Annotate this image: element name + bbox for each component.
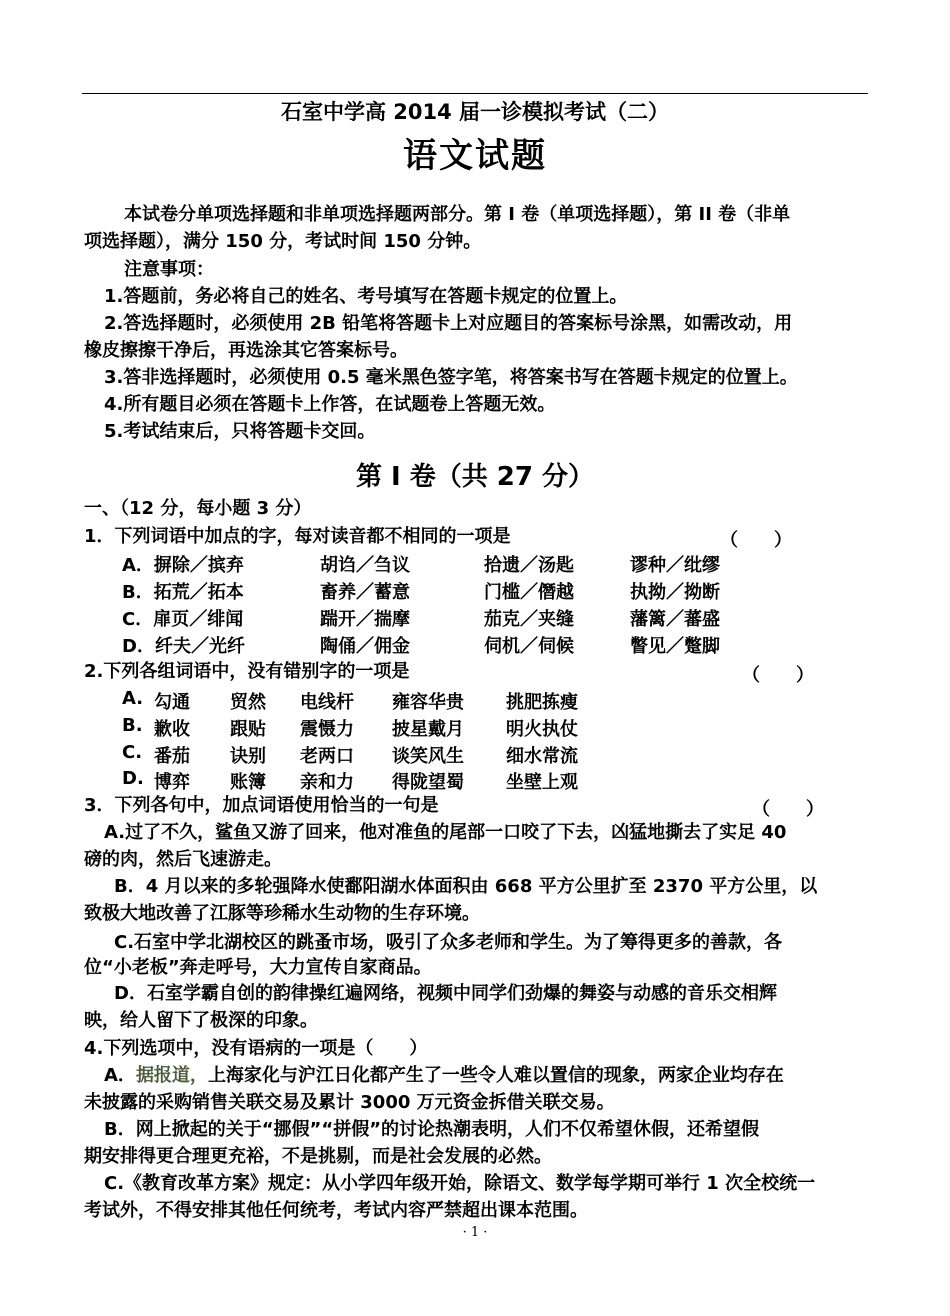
page-number: · 1 · bbox=[462, 1225, 488, 1240]
q4-option-b-1: B．网上掀起的关于“挪假”“拼假”的讨论热潮表明，人们不仅希望休假，还希望假 bbox=[104, 1119, 760, 1140]
q2-d-3: 亲和力 bbox=[300, 772, 354, 793]
q1-d-2: 陶俑／佣金 bbox=[320, 636, 410, 657]
q1-d-3: 伺机／伺候 bbox=[484, 636, 574, 657]
q3-option-b-2: 致极大地改善了江豚等珍稀水生动物的生存环境。 bbox=[84, 903, 480, 924]
q1-b-1: B．拓荒／拓本 bbox=[122, 582, 244, 603]
q2-a-5: 挑肥拣瘦 bbox=[506, 692, 578, 713]
q4-a-prefix: A． bbox=[104, 1065, 136, 1086]
q1-a-4: 谬种／纰缪 bbox=[630, 555, 720, 576]
q2-c-2: 诀别 bbox=[230, 746, 266, 767]
q1-c-2: 踹开／揣摩 bbox=[320, 609, 410, 630]
q2-c-3: 老两口 bbox=[300, 746, 354, 767]
q1-answer-paren: （ ） bbox=[720, 530, 792, 551]
q2-a-4: 雍容华贵 bbox=[392, 692, 464, 713]
q1-a-3: 拾遗／汤匙 bbox=[484, 555, 574, 576]
q1-option-a bbox=[122, 551, 822, 576]
notice-5: 5.考试结束后，只将答题卡交回。 bbox=[104, 421, 376, 442]
q2-a-3: 电线杆 bbox=[300, 692, 354, 713]
intro-line-1: 本试卷分单项选择题和非单项选择题两部分。第 I 卷（单项选择题），第 II 卷（非单 bbox=[124, 204, 791, 225]
q1-option-c bbox=[122, 605, 822, 630]
part-1-heading: 一、（12 分，每小题 3 分） bbox=[84, 498, 312, 519]
q4-stem: 4.下列选项中，没有语病的一项是（ ） bbox=[84, 1038, 428, 1059]
q2-d-letter: D. bbox=[122, 768, 144, 789]
q4-option-c-2: 考试外，不得安排其他任何统考，考试内容严禁超出课本范围。 bbox=[84, 1200, 588, 1221]
q3-option-a-2: 磅的肉，然后飞速游走。 bbox=[84, 849, 282, 870]
q2-answer-paren: （ ） bbox=[742, 665, 814, 686]
q1-stem: 1．下列词语中加点的字，每对读音都不相同的一项是 bbox=[84, 526, 511, 547]
q2-d-5: 坐壁上观 bbox=[506, 772, 578, 793]
notice-heading: 注意事项： bbox=[124, 259, 214, 280]
q1-b-2: 畜养／蓄意 bbox=[320, 582, 410, 603]
q2-c-letter: C. bbox=[122, 742, 143, 763]
q2-b-letter: B. bbox=[122, 715, 143, 736]
q4-a-rest: 上海家化与沪江日化都产生了一些令人难以置信的现象，两家企业均存在 bbox=[207, 1065, 784, 1086]
q3-option-c-2: 位“小老板”奔走呼号，大力宣传自家商品。 bbox=[84, 957, 432, 978]
q3-option-d-2: 映，给人留下了极深的印象。 bbox=[84, 1010, 318, 1031]
q3-answer-paren: （ ） bbox=[752, 799, 824, 820]
exam-subtitle: 石室中学高 2014 届一诊模拟考试（二） bbox=[280, 100, 670, 124]
q1-b-3: 门槛／僭越 bbox=[484, 582, 574, 603]
q1-option-d bbox=[122, 632, 822, 657]
notice-1: 1.答题前，务必将自己的姓名、考号填写在答题卡规定的位置上。 bbox=[104, 286, 628, 307]
q1-c-4: 藩篱／蕃盛 bbox=[630, 609, 720, 630]
q1-option-b bbox=[122, 578, 822, 603]
q2-d-4: 得陇望蜀 bbox=[392, 772, 464, 793]
notice-2a: 2.答选择题时，必须使用 2B 铅笔将答题卡上对应题目的答案标号涂黑，如需改动，用 bbox=[104, 313, 793, 334]
header-rule bbox=[82, 93, 868, 94]
q4-option-c-1: C.《教育改革方案》规定：从小学四年级开始，除语文、数学每学期可举行 1 次全校统一 bbox=[104, 1173, 816, 1194]
q3-option-c-1: C.石室中学北湖校区的跳蚤市场，吸引了众多老师和学生。为了筹得更多的善款，各 bbox=[114, 932, 783, 953]
q2-option-c bbox=[122, 742, 622, 767]
q3-option-d-1: D．石室学霸自创的韵律操红遍网络，视频中同学们劲爆的舞姿与动感的音乐交相辉 bbox=[114, 983, 777, 1004]
q1-a-2: 胡诌／刍议 bbox=[320, 555, 410, 576]
q2-c-1: 番茄 bbox=[154, 746, 190, 767]
notice-4: 4.所有题目必须在答题卡上作答，在试题卷上答题无效。 bbox=[104, 394, 556, 415]
q1-b-4: 执拗／拗断 bbox=[630, 582, 720, 603]
intro-line-2: 项选择题），满分 150 分，考试时间 150 分钟。 bbox=[84, 231, 482, 252]
q4-a-highlight: 据报道， bbox=[135, 1065, 208, 1086]
q1-a-1: A．摒除／摈弃 bbox=[122, 555, 244, 576]
q2-option-d bbox=[122, 768, 622, 793]
q4-option-a-2: 未披露的采购销售关联交易及累计 3000 万元资金拆借关联交易。 bbox=[84, 1092, 615, 1113]
section-title: 第 I 卷（共 27 分） bbox=[355, 462, 595, 492]
q2-option-a bbox=[122, 688, 622, 713]
q1-d-4: 瞥见／蹩脚 bbox=[630, 636, 720, 657]
q2-a-2: 贸然 bbox=[230, 692, 266, 713]
exam-title: 语文试题 bbox=[403, 136, 547, 176]
q1-c-1: C．扉页／绯闻 bbox=[122, 609, 244, 630]
q2-b-3: 震慑力 bbox=[300, 719, 354, 740]
q3-option-a-1: A.过了不久，鲨鱼又游了回来，他对准鱼的尾部一口咬了下去，凶猛地撕去了实足 40 bbox=[104, 822, 787, 843]
q4-option-a-1 bbox=[104, 1065, 784, 1087]
q2-d-2: 账簿 bbox=[230, 772, 266, 793]
q2-b-2: 跟贴 bbox=[230, 719, 266, 740]
q2-d-1: 博弈 bbox=[154, 772, 190, 793]
q2-c-4: 谈笑风生 bbox=[392, 746, 464, 767]
q2-option-b bbox=[122, 715, 622, 740]
q2-a-letter: A. bbox=[122, 688, 144, 709]
q3-stem: 3．下列各句中，加点词语使用恰当的一句是 bbox=[84, 795, 439, 816]
q1-c-3: 茄克／夹缝 bbox=[484, 609, 574, 630]
q2-a-1: 勾通 bbox=[154, 692, 190, 713]
q3-option-b-1: B．4 月以来的多轮强降水使鄱阳湖水体面积由 668 平方公里扩至 2370 平方公里，以 bbox=[114, 876, 818, 897]
q2-c-5: 细水常流 bbox=[506, 746, 578, 767]
q4-option-b-2: 期安排得更合理更充裕，不是挑剔，而是社会发展的必然。 bbox=[84, 1146, 552, 1167]
notice-2b: 橡皮擦擦干净后，再选涂其它答案标号。 bbox=[84, 340, 408, 361]
q2-stem: 2.下列各组词语中，没有错别字的一项是 bbox=[84, 661, 410, 682]
q2-b-1: 歉收 bbox=[154, 719, 190, 740]
q2-b-4: 披星戴月 bbox=[392, 719, 464, 740]
q1-d-1: D．纤夫／光纤 bbox=[122, 636, 245, 657]
notice-3: 3.答非选择题时，必须使用 0.5 毫米黑色签字笔，将答案书写在答题卡规定的位置上。 bbox=[104, 367, 798, 388]
q2-b-5: 明火执仗 bbox=[506, 719, 578, 740]
